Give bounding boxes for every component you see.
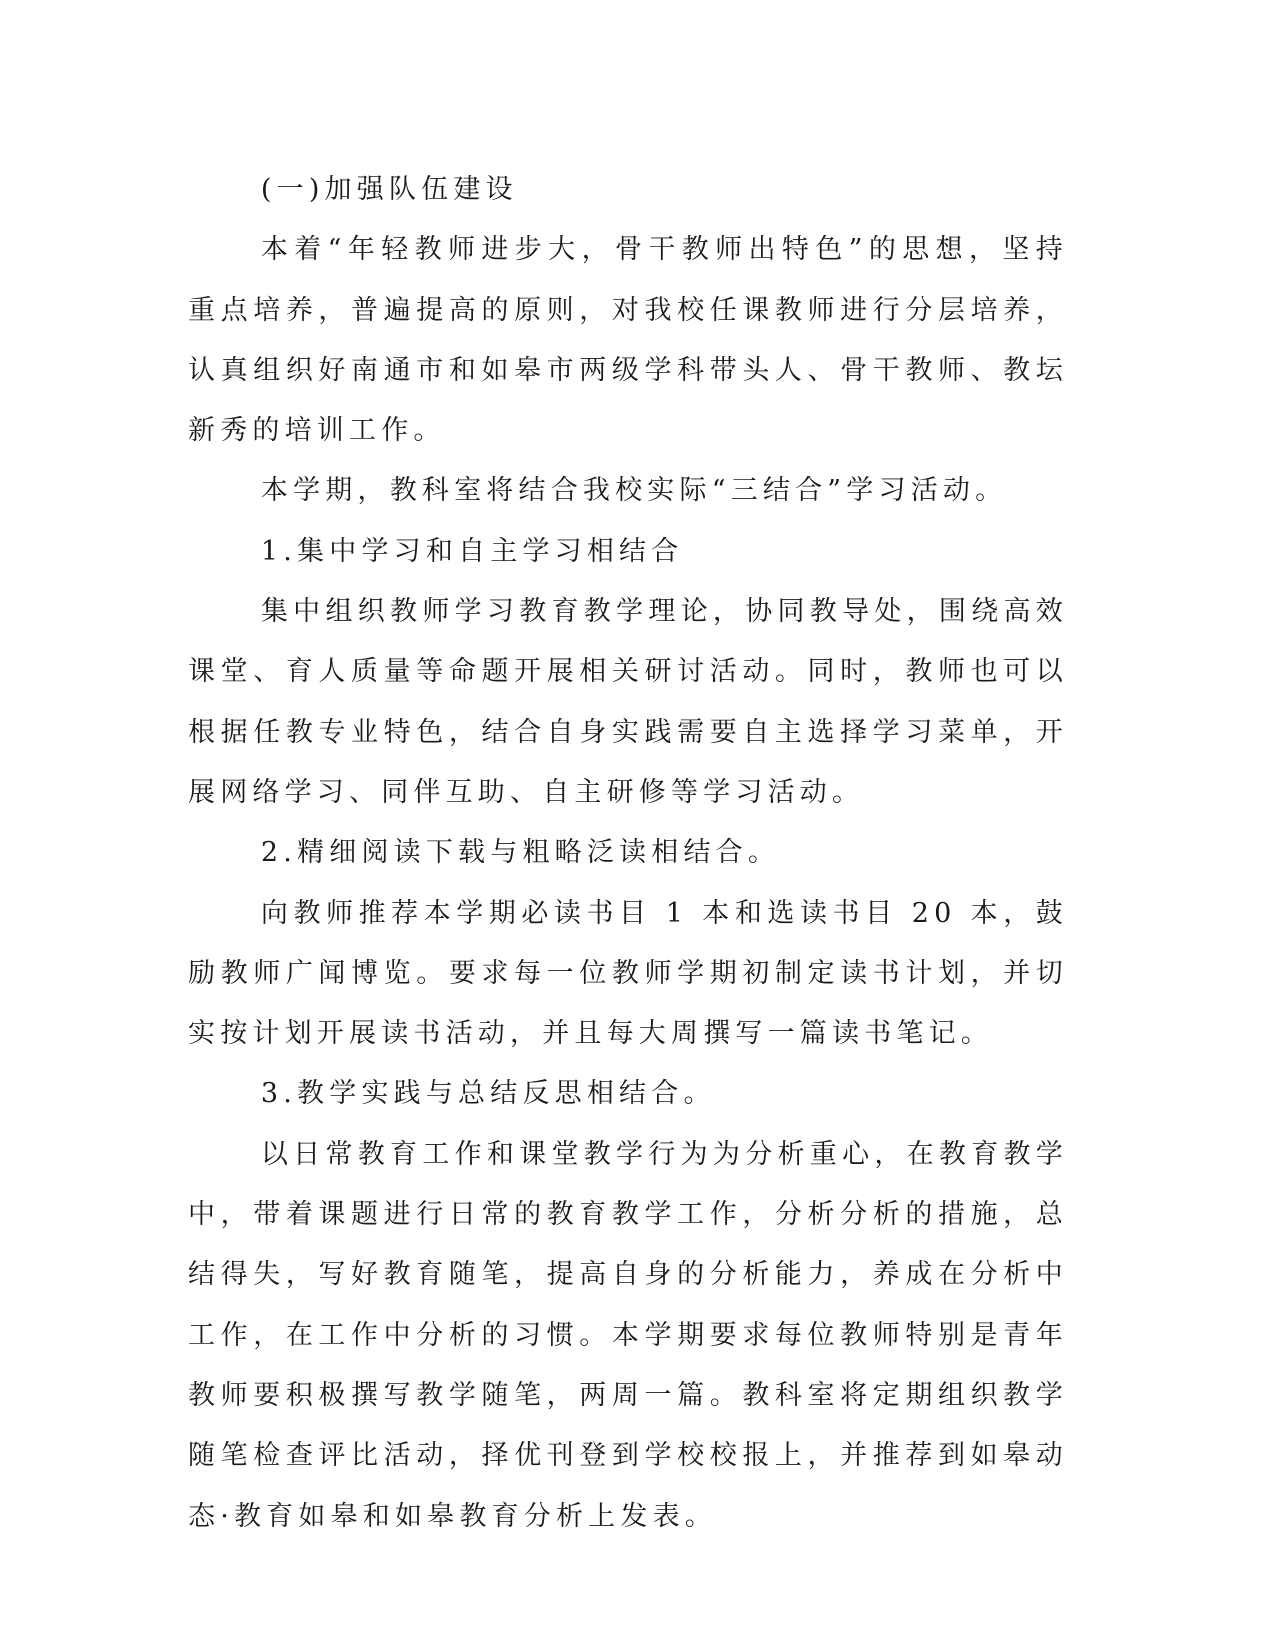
item-title-1: 1.集中学习和自主学习相结合 xyxy=(260,535,684,567)
item-title-3: 3.教学实践与总结反思相结合。 xyxy=(260,1078,716,1110)
paragraph-semester: 本学期，教科室将结合我校实际“三结合”学习活动。 xyxy=(260,475,1008,507)
paragraph-intro: 本着“年轻教师进步大，骨干教师出特色”的思想，坚持重点培养，普遍提高的原则，对我校任课教师进行分层培养，认真组织好南通市和如皋市两级学科带头人、骨干教师、教坛新秀的培训工作。 xyxy=(188,234,1068,447)
item-body-1: 集中组织教师学习教育教学理论，协同教导处，围绕高效课堂、育人质量等命题开展相关研讨活动。同时，教师也可以根据任教专业特色，结合自身实践需要自主选择学习菜单，开展网络学习、同伴互助、自主研修等学习活动。 xyxy=(188,596,1068,808)
item-body-3: 以日常教育工作和课堂教学行为为分析重心，在教育教学中，带着课题进行日常的教育教学工作，分析分析的措施，总结得失，写好教育随笔，提高自身的分析能力，养成在分析中工作，在工作中分析的习惯。本学期要求每位教师特别是青年教师要积极撰写教学随笔，两周一篇。教科室将定期组织教学随笔检查评比活动，择优刊登到学校校报上，并推荐到如皋动态·教育如皋和如皋教育分析上发表。 xyxy=(188,1138,1068,1532)
document-body xyxy=(188,160,1068,1547)
section-heading: (一)加强队伍建设 xyxy=(260,174,518,205)
item-title-2: 2.精细阅读下载与粗略泛读相结合。 xyxy=(260,837,781,869)
item-body-2: 向教师推荐本学期必读书目 1 本和选读书目 20 本，鼓励教师广闻博览。要求每一位教师学期初制定读书计划，并切实按计划开展读书活动，并且每大周撰写一篇读书笔记。 xyxy=(188,897,1068,1050)
